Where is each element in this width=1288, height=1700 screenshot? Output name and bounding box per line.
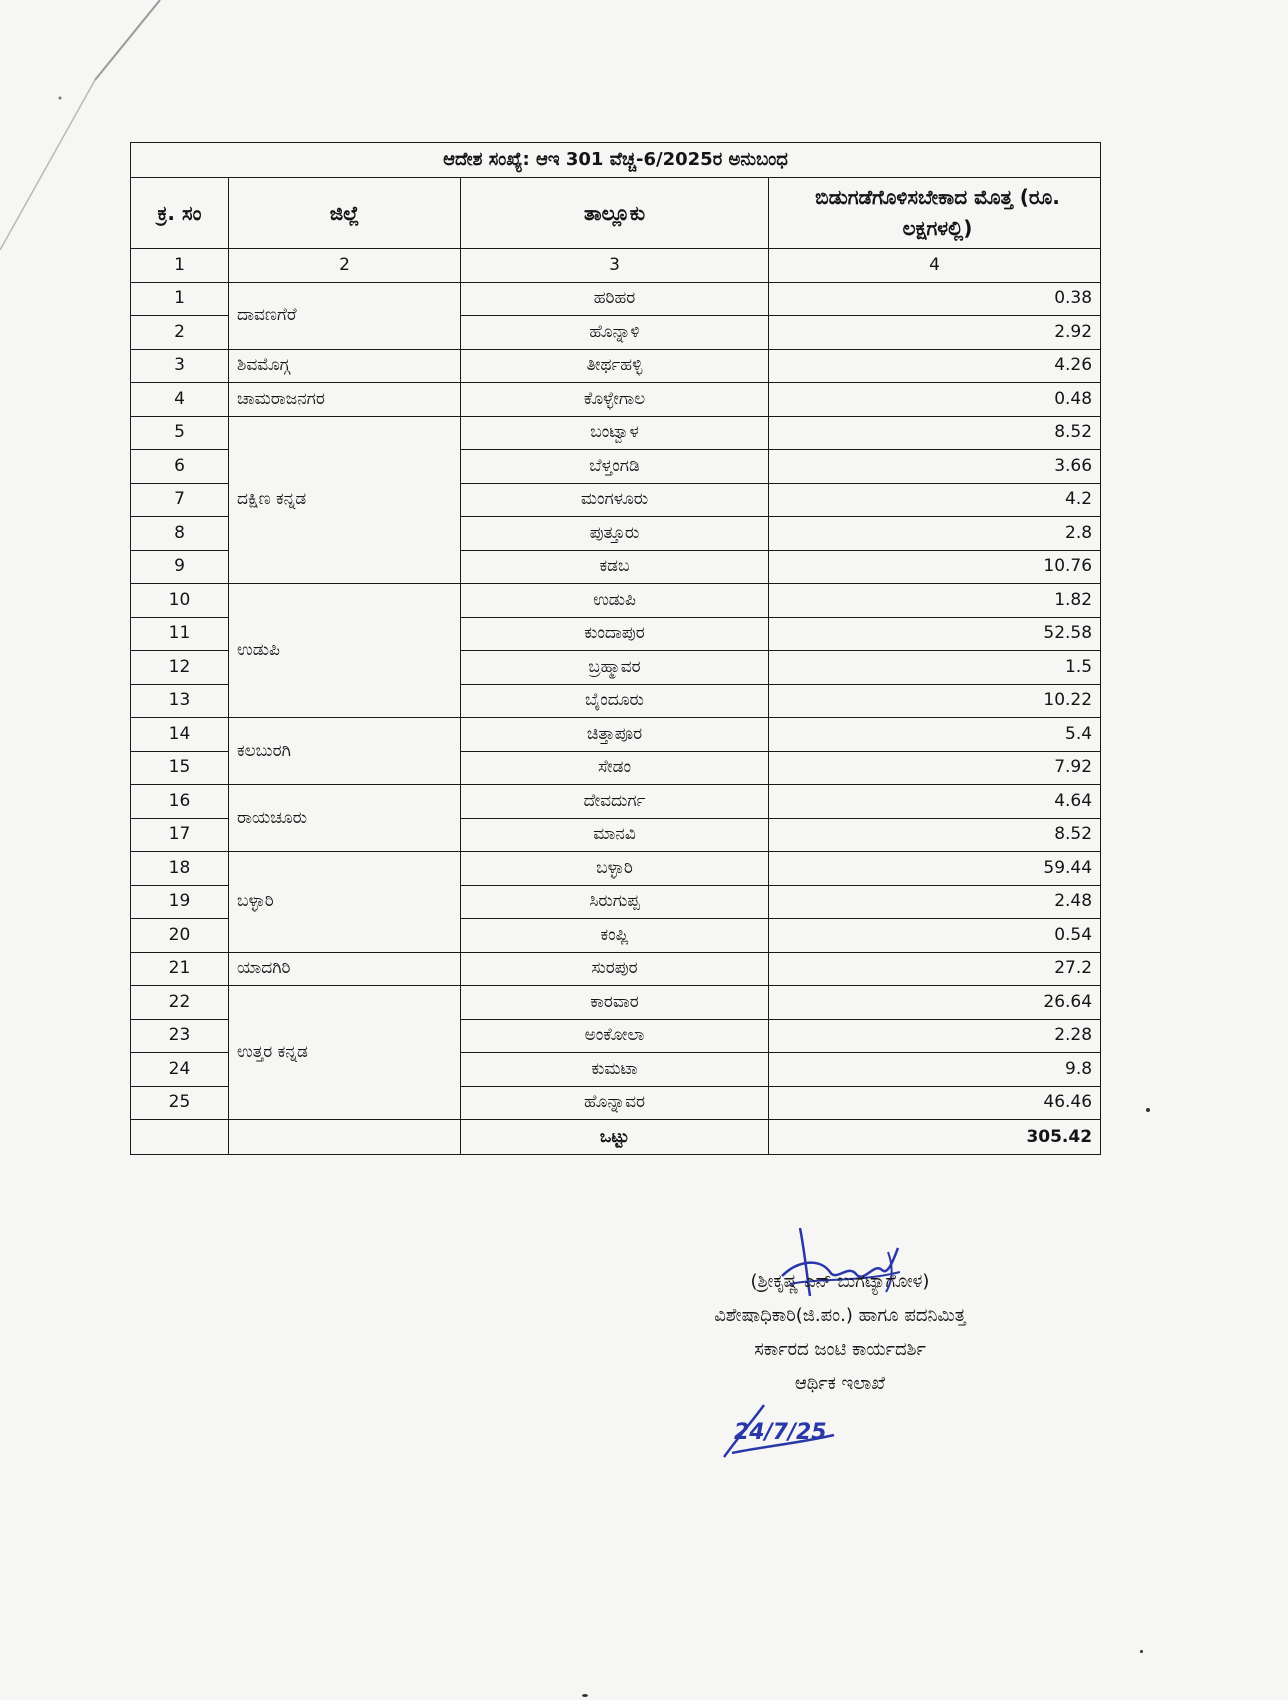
sl-no-cell: 15 xyxy=(131,751,229,785)
signature-block xyxy=(600,1265,1080,1401)
amount-cell: 2.28 xyxy=(769,1019,1101,1053)
sl-no-cell: 3 xyxy=(131,349,229,383)
paper-speck xyxy=(1140,1650,1143,1653)
taluk-cell: ಚಿತ್ತಾಪೂರ xyxy=(461,718,769,752)
table-row xyxy=(131,852,1101,886)
taluk-cell: ಸೇಡಂ xyxy=(461,751,769,785)
district-cell: ದಕ್ಷಿಣ ಕನ್ನಡ xyxy=(229,416,461,584)
amount-cell: 7.92 xyxy=(769,751,1101,785)
table-row xyxy=(131,416,1101,450)
amount-cell: 10.22 xyxy=(769,684,1101,718)
taluk-cell: ಬೆಳ್ತಂಗಡಿ xyxy=(461,450,769,484)
district-cell: ಕಲಬುರಗಿ xyxy=(229,718,461,785)
column-number: 1 xyxy=(131,249,229,283)
amount-cell: 26.64 xyxy=(769,986,1101,1020)
taluk-cell: ದೇವದುರ್ಗ xyxy=(461,785,769,819)
signatory-designation: ವಿಶೇಷಾಧಿಕಾರಿ(ಜಿ.ಪಂ.) ಹಾಗೂ ಪದನಿಮಿತ್ತ xyxy=(714,1305,966,1326)
table-row xyxy=(131,718,1101,752)
taluk-cell: ಬೈಂದೂರು xyxy=(461,684,769,718)
column-number: 4 xyxy=(769,249,1101,283)
column-number: 3 xyxy=(461,249,769,283)
sl-no-cell: 24 xyxy=(131,1053,229,1087)
taluk-cell: ತೀರ್ಥಹಳ್ಳಿ xyxy=(461,349,769,383)
taluk-cell: ಕುಮಟಾ xyxy=(461,1053,769,1087)
annexure-caption: ಆದೇಶ ಸಂಖ್ಯೆ: ಆಇ 301 ವೆಚ್ಚ-6/2025ರ ಅನುಬಂಧ xyxy=(131,143,1101,178)
taluk-cell: ಬಂಟ್ವಾಳ xyxy=(461,416,769,450)
taluk-cell: ಉಡುಪಿ xyxy=(461,584,769,618)
sl-no-cell: 8 xyxy=(131,517,229,551)
sl-no-cell: 18 xyxy=(131,852,229,886)
taluk-cell: ಮಾನವಿ xyxy=(461,818,769,852)
amount-cell: 9.8 xyxy=(769,1053,1101,1087)
sl-no-cell: 16 xyxy=(131,785,229,819)
sl-no-cell: 2 xyxy=(131,316,229,350)
taluk-cell: ಅಂಕೋಲಾ xyxy=(461,1019,769,1053)
taluk-cell: ಕಂಪ್ಲಿ xyxy=(461,919,769,953)
amount-cell: 46.46 xyxy=(769,1086,1101,1120)
taluk-cell: ಬ್ರಹ್ಮಾವರ xyxy=(461,651,769,685)
sl-no-cell: 25 xyxy=(131,1086,229,1120)
taluk-cell: ಹೊನ್ನಾಳಿ xyxy=(461,316,769,350)
taluk-cell: ಪುತ್ತೂರು xyxy=(461,517,769,551)
sl-no-cell: 1 xyxy=(131,282,229,316)
amount-cell: 5.4 xyxy=(769,718,1101,752)
sl-no-cell: 11 xyxy=(131,617,229,651)
taluk-cell: ಸುರಪುರ xyxy=(461,952,769,986)
sl-no-cell: 21 xyxy=(131,952,229,986)
sl-no-cell: 12 xyxy=(131,651,229,685)
taluk-cell: ಹರಿಹರ xyxy=(461,282,769,316)
sl-no-cell: 17 xyxy=(131,818,229,852)
sl-no-cell: 7 xyxy=(131,483,229,517)
table-row xyxy=(131,282,1101,316)
table-row xyxy=(131,349,1101,383)
signatory-name: (ಶ್ರೀಕೃಷ್ಣ ಎನ್ ಬುಗಟ್ಯಾಗೋಳ) xyxy=(750,1271,930,1292)
taluk-cell: ಸಿರುಗುಪ್ಪ xyxy=(461,885,769,919)
amount-cell: 10.76 xyxy=(769,550,1101,584)
signatory-department: ಆರ್ಥಿಕ ಇಲಾಖೆ xyxy=(794,1373,886,1394)
total-empty-cell xyxy=(131,1120,229,1155)
sl-no-cell: 6 xyxy=(131,450,229,484)
amount-cell: 8.52 xyxy=(769,818,1101,852)
district-cell: ಯಾದಗಿರಿ xyxy=(229,952,461,986)
amount-cell: 2.8 xyxy=(769,517,1101,551)
header-district: ಜಿಲ್ಲೆ xyxy=(229,178,461,249)
amount-cell: 59.44 xyxy=(769,852,1101,886)
sl-no-cell: 23 xyxy=(131,1019,229,1053)
amount-cell: 2.92 xyxy=(769,316,1101,350)
amount-cell: 2.48 xyxy=(769,885,1101,919)
header-sl-no: ಕ್ರ. ಸಂ xyxy=(131,178,229,249)
district-cell: ಉತ್ತರ ಕನ್ನಡ xyxy=(229,986,461,1120)
district-cell: ಬಳ್ಳಾರಿ xyxy=(229,852,461,953)
taluk-cell: ಹೊನ್ನಾವರ xyxy=(461,1086,769,1120)
taluk-cell: ಕಡಬ xyxy=(461,550,769,584)
amount-cell: 0.54 xyxy=(769,919,1101,953)
total-amount: 305.42 xyxy=(769,1120,1101,1155)
sl-no-cell: 22 xyxy=(131,986,229,1020)
amount-cell: 0.38 xyxy=(769,282,1101,316)
sl-no-cell: 20 xyxy=(131,919,229,953)
sl-no-cell: 5 xyxy=(131,416,229,450)
taluk-cell: ಕಾರವಾರ xyxy=(461,986,769,1020)
table-row xyxy=(131,785,1101,819)
handwritten-date-text: 24/7/25 xyxy=(734,1420,827,1445)
amount-cell: 4.26 xyxy=(769,349,1101,383)
sl-no-cell: 19 xyxy=(131,885,229,919)
total-row xyxy=(131,1120,1101,1155)
total-empty-cell xyxy=(229,1120,461,1155)
district-cell: ದಾವಣಗೆರೆ xyxy=(229,282,461,349)
table-row xyxy=(131,986,1101,1020)
taluk-cell: ಕೊಳ್ಳೇಗಾಲ xyxy=(461,383,769,417)
taluk-cell: ಮಂಗಳೂರು xyxy=(461,483,769,517)
annexure-table xyxy=(130,142,1101,1155)
amount-cell: 0.48 xyxy=(769,383,1101,417)
amount-cell: 1.5 xyxy=(769,651,1101,685)
amount-cell: 27.2 xyxy=(769,952,1101,986)
column-number-row xyxy=(131,249,1101,283)
amount-cell: 4.2 xyxy=(769,483,1101,517)
district-cell: ಶಿವಮೊಗ್ಗ xyxy=(229,349,461,383)
total-label: ಒಟ್ಟು xyxy=(461,1120,769,1155)
district-cell: ರಾಯಚೂರು xyxy=(229,785,461,852)
amount-cell: 1.82 xyxy=(769,584,1101,618)
header-amount: ಬಿಡುಗಡೆಗೊಳಿಸಬೇಕಾದ ಮೊತ್ತ (ರೂ. ಲಕ್ಷಗಳಲ್ಲಿ) xyxy=(769,178,1101,249)
signatory-office: ಸರ್ಕಾರದ ಜಂಟಿ ಕಾರ್ಯದರ್ಶಿ xyxy=(754,1339,926,1360)
amount-cell: 3.66 xyxy=(769,450,1101,484)
table-row xyxy=(131,952,1101,986)
header-taluk: ತಾಲ್ಲೂಕು xyxy=(461,178,769,249)
sl-no-cell: 13 xyxy=(131,684,229,718)
paper-speck xyxy=(1146,1108,1150,1112)
column-number: 2 xyxy=(229,249,461,283)
amount-cell: 4.64 xyxy=(769,785,1101,819)
taluk-cell: ಬಳ್ಳಾರಿ xyxy=(461,852,769,886)
paper-speck xyxy=(582,1694,588,1697)
handwritten-date xyxy=(720,1395,840,1465)
amount-cell: 8.52 xyxy=(769,416,1101,450)
district-cell: ಉಡುಪಿ xyxy=(229,584,461,718)
sl-no-cell: 4 xyxy=(131,383,229,417)
district-cell: ಚಾಮರಾಜನಗರ xyxy=(229,383,461,417)
amount-cell: 52.58 xyxy=(769,617,1101,651)
sl-no-cell: 9 xyxy=(131,550,229,584)
table-row xyxy=(131,584,1101,618)
table-row xyxy=(131,383,1101,417)
taluk-cell: ಕುಂದಾಪುರ xyxy=(461,617,769,651)
sl-no-cell: 10 xyxy=(131,584,229,618)
sl-no-cell: 14 xyxy=(131,718,229,752)
